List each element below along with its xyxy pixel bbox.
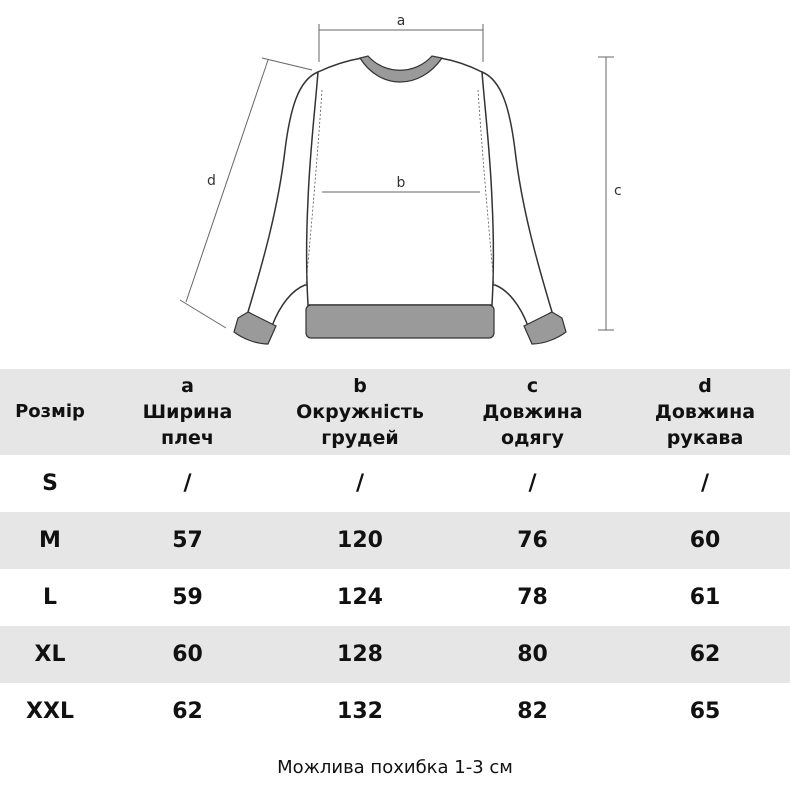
size-cell: XXL [26,699,74,724]
svg-text:a: a [396,13,406,29]
header-line2: грудей [321,427,399,449]
header-col-c [445,369,620,455]
value-cell: 128 [337,642,383,667]
value-cell: 120 [337,528,383,553]
value-cell: / [528,471,537,496]
table-row [0,512,790,569]
header-letter: b [353,375,367,397]
header-col-b [275,369,445,455]
value-cell: 80 [517,642,548,667]
value-cell: / [355,471,365,496]
header-line1: Окружність [296,401,424,423]
svg-text:d: d [207,173,216,189]
svg-text:c: c [614,183,622,199]
header-line1: Довжина [482,401,583,423]
table-row [0,569,790,626]
header-letter: c [526,375,539,397]
header-letter: d [698,375,712,397]
hem-rib [306,305,494,338]
dimension-a [319,13,483,62]
footnote: Можлива похибка 1-3 см [277,757,513,778]
header-col-a [100,369,275,455]
header-line2: одягу [501,427,564,449]
value-cell: 76 [517,528,548,553]
size-cell: M [39,528,61,553]
header-line2: плеч [161,427,214,449]
value-cell: 57 [172,528,203,553]
table-header-row [0,369,790,455]
value-cell: 60 [172,642,203,667]
value-cell: 132 [337,699,383,724]
header-line2: рукава [666,427,744,449]
size-table [0,369,790,740]
header-col-d [620,369,790,455]
size-cell: XL [34,642,66,667]
value-cell: 124 [337,585,383,610]
value-cell: 61 [689,585,721,610]
size-cell: S [42,471,58,496]
svg-text:b: b [396,175,406,191]
header-line1: Довжина [654,401,756,423]
value-cell: 65 [689,699,721,724]
table-row [0,626,790,683]
dimension-c [598,57,622,330]
header-letter: a [181,375,194,397]
value-cell: 59 [172,585,203,610]
size-cell: L [42,585,58,610]
value-cell: 62 [172,699,203,724]
value-cell: / [700,471,710,496]
value-cell: 60 [689,528,721,553]
table-row [0,683,790,740]
table-row [0,455,790,512]
header-size: Розмір [15,401,85,422]
value-cell: 62 [689,642,721,667]
value-cell: / [183,471,192,496]
value-cell: 82 [517,699,548,724]
sweatshirt-diagram [0,0,790,365]
value-cell: 78 [517,585,548,610]
header-line1: Ширина [142,401,233,423]
